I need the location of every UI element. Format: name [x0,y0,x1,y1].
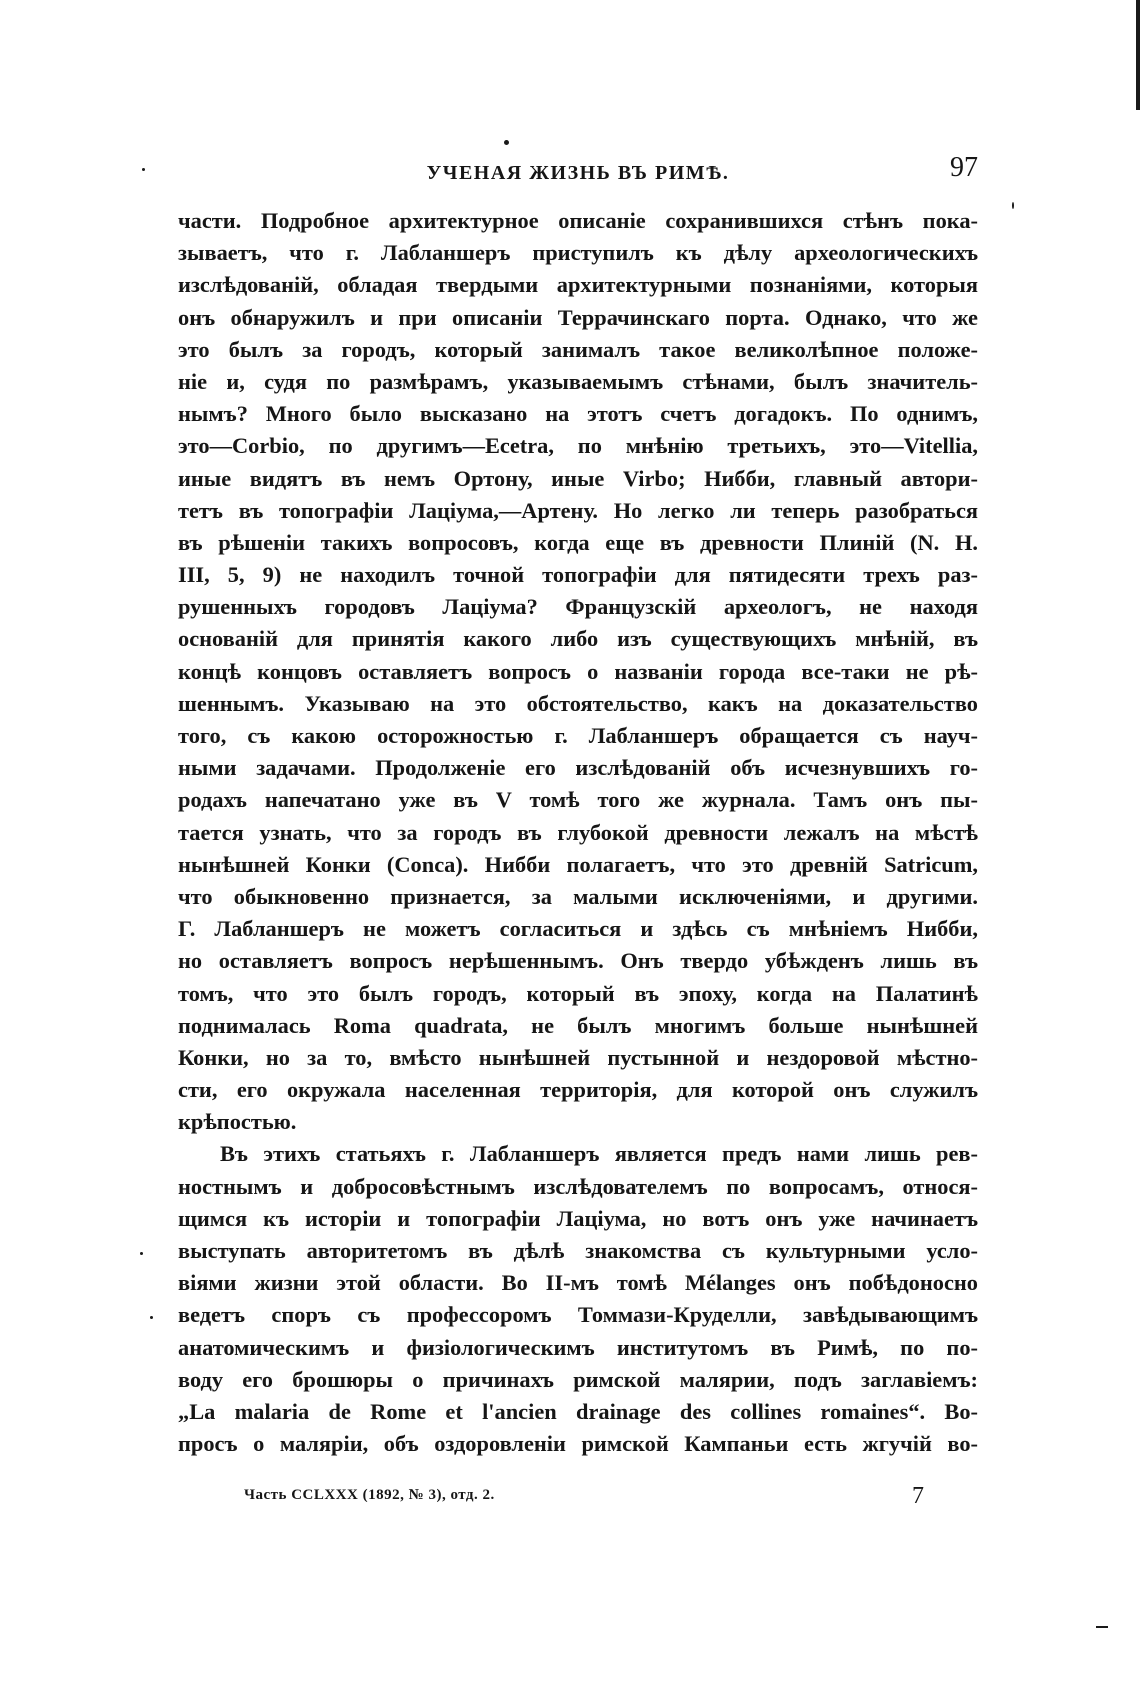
paragraph-2 [178,1138,978,1460]
running-title: УЧЕНАЯ ЖИЗНЬ ВЪ РИМѢ. [426,162,730,184]
paragraph-1 [178,205,978,1138]
text-line: тается узнать, что за городъ въ глубокой древности лежалъ на мѣстѣ [178,819,978,845]
text-line: поднималась Roma quadrata, не былъ многимъ больше нынѣшней [178,1012,978,1038]
body-text [178,205,978,1460]
text-line: это былъ за городъ, который занималъ такое великолѣпное положе- [178,336,978,362]
printer-signature: Часть CCLXXX (1892, № 3), отд. 2. [244,1487,495,1503]
page-edge-shadow [1136,0,1140,110]
text-line: тетъ въ топографіи Лаціума,—Артену. Но легко ли теперь разобраться [178,497,978,523]
text-line: изслѣдованій, обладая твердыми архитектурными познаніями, которыя [178,272,978,298]
print-speck [1096,1626,1108,1628]
text-line: Конки, но за то, вмѣсто нынѣшней пустынной и нездоровой мѣстно- [178,1044,978,1070]
text-line: просъ о маляріи, объ оздоровленіи римской Кампаньи есть жгучій во- [178,1431,978,1457]
text-line: Въ этихъ статьяхъ г. Лабланшеръ является предъ нами лишь рев- [220,1141,978,1167]
print-speck [142,168,145,171]
page-number: 97 [950,152,978,183]
sheet-number: 7 [912,1483,924,1509]
text-line: ностнымъ и добросовѣстнымъ изслѣдователемъ по вопросамъ, относя- [178,1173,978,1199]
print-speck [504,140,509,145]
text-line: віями жизни этой области. Во II-мъ томѣ Mélanges онъ побѣдоносно [178,1270,978,1296]
text-line: щимся къ исторіи и топографіи Лаціума, но вотъ онъ уже начинаетъ [178,1205,978,1231]
text-line: концѣ концовъ оставляетъ вопросъ о названіи города все-таки не рѣ- [178,658,978,684]
text-line: того, съ какою осторожностью г. Лабланшеръ обращается съ науч- [178,723,978,748]
text-line: шеннымъ. Указываю на это обстоятельство, какъ на доказательство [178,690,978,716]
text-line: части. Подробное архитектурное описаніе сохранившихся стѣнъ пока- [178,208,978,233]
text-line: III, 5, 9) не находилъ точной топографіи для пятидесяти трехъ раз- [178,562,978,588]
text-line: родахъ напечатано уже въ V томѣ того же журнала. Тамъ онъ пы- [178,787,978,813]
text-line: выступать авторитетомъ въ дѣлѣ знакомства съ культурными усло- [178,1238,978,1263]
text-line: нымъ? Много было высказано на этотъ счетъ догадокъ. По однимъ, [178,401,978,427]
print-speck [1012,202,1014,209]
footer [244,1483,924,1517]
text-line: но оставляетъ вопросъ нерѣшеннымъ. Онъ твердо убѣжденъ лишь въ [178,948,978,974]
text-line: это—Corbio, по другимъ—Ecetra, по мнѣнію третьихъ, это—Vitellia, [178,433,978,459]
text-line: томъ, что это былъ городъ, который въ эпоху, когда на Палатинѣ [178,980,978,1006]
text-line: сти, его окружала населенная территорія, для которой онъ служилъ [178,1077,978,1103]
text-line: основаній для принятія какого либо изъ существующихъ мнѣній, въ [178,626,978,652]
text-line: зываетъ, что г. Лабланшеръ приступилъ къ дѣлу археологическихъ [178,240,978,266]
text-line: воду его брошюры о причинахъ римской малярии, подъ заглавіемъ: [178,1366,978,1392]
text-line: онъ обнаружилъ и при описаніи Террачинскаго порта. Однако, что же [178,304,978,330]
text-line: нынѣшней Конки (Conca). Нибби полагаетъ, что это древній Satricum, [178,851,978,877]
running-head [178,152,978,192]
text-line: рушенныхъ городовъ Лаціума? Французскій археологъ, не находя [178,594,978,620]
text-line: что обыкновенно признается, за малыми исключеніями, и другими. [178,883,978,909]
text-line: ными задачами. Продолженіе его изслѣдованій объ исчезнувшихъ го- [178,755,978,781]
text-line: ведетъ споръ съ профессоромъ Томмази-Круделли, завѣдывающимъ [178,1302,978,1328]
print-speck [150,1316,153,1319]
text-line: анатомическимъ и физіологическимъ институтомъ въ Римѣ, по по- [178,1334,978,1360]
text-line: „La malaria de Rome et l'ancien drainage des collines romaines“. Во- [178,1398,978,1424]
text-line: въ рѣшеніи такихъ вопросовъ, когда еще въ древности Плиній (N. H. [178,529,978,555]
print-speck [140,1252,143,1255]
text-line: иные видятъ въ немъ Ортону, иные Virbo; Нибби, главный автори- [178,465,978,491]
text-line: Г. Лабланшеръ не можетъ согласиться и здѣсь съ мнѣніемъ Нибби, [178,916,978,942]
text-line: ніе и, судя по размѣрамъ, указываемымъ стѣнами, былъ значитель- [178,368,978,394]
text-line: крѣпостью. [178,1109,297,1135]
